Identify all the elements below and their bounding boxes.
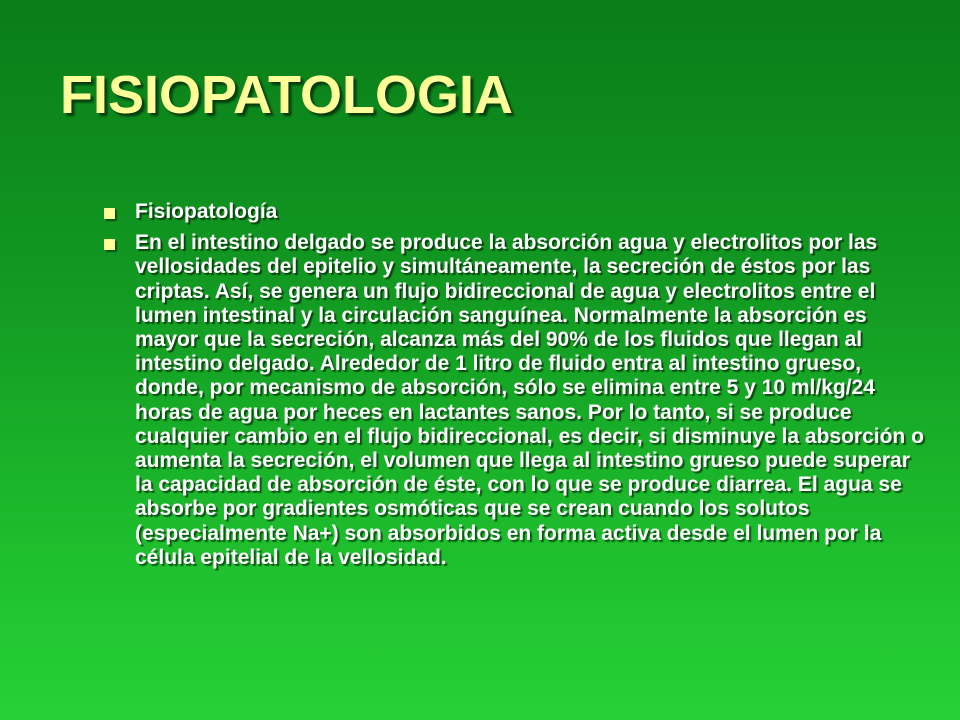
square-bullet-icon bbox=[104, 239, 115, 250]
bullet-text: Fisiopatología bbox=[135, 200, 278, 223]
slide-title: FISIOPATOLOGIA bbox=[60, 65, 514, 125]
bullet-text: En el intestino delgado se produce la absorción agua y electrolitos por las vellosidades del epitelio y simultáneamente, la secreción de éstos por las criptas. Así, se genera un flujo bidireccional de agua y electrolitos entre el lumen intestinal y la circulación sanguínea. Normalmente la absorción es mayor que la secreción, alcanza más del 90% de los fluidos que llegan al intestino delgado. Alrededor de 1 litro de fluido entra al intestino grueso, donde, por mecanismo de absorción, sólo se elimina entre 5 y 10 ml/kg/24 horas de agua por heces en lactantes sanos. Por lo tanto, si se produce cualquier cambio en el flujo bidireccional, es decir, si disminuye la absorción o aumenta la secreción, el volumen que llega al intestino grueso puede superar la capacidad de absorción de éste, con lo que se produce diarrea. El agua se absorbe por gradientes osmóticas que se crean cuando los solutos (especialmente Na+) son absorbidos en forma activa desde el lumen por la célula epitelial de la vellosidad. bbox=[135, 231, 924, 569]
square-bullet-icon bbox=[104, 208, 115, 219]
bullet-item-subtitle bbox=[100, 200, 930, 224]
bullet-item-paragraph bbox=[100, 231, 930, 570]
bullet-list bbox=[100, 200, 930, 577]
